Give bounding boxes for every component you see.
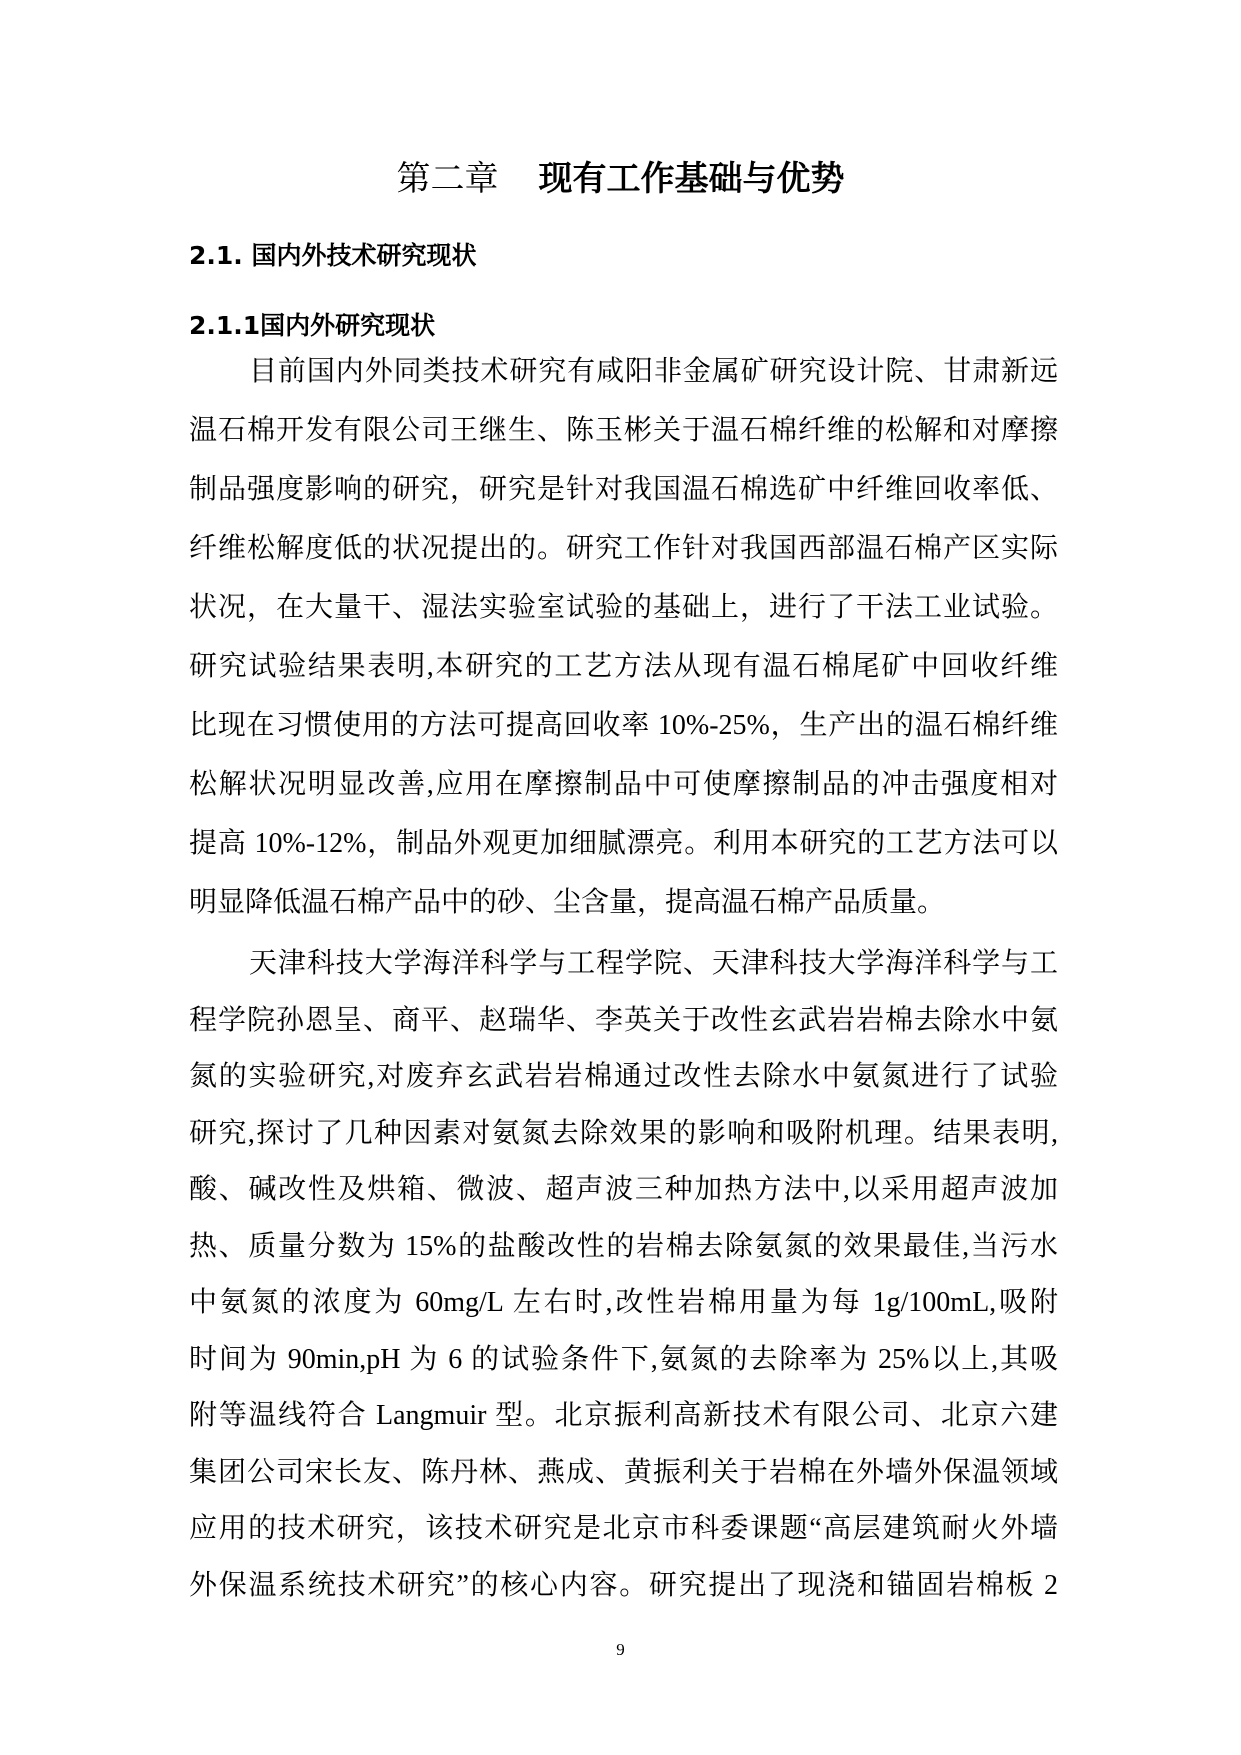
paragraph-line: 比现在习惯使用的方法可提高回收率 10%-25%，生产出的温石棉纤维 xyxy=(189,710,1058,741)
paragraph-line: 制品强度影响的研究，研究是针对我国温石棉选矿中纤维回收率低、 xyxy=(189,474,1058,505)
paragraph-1 xyxy=(189,342,1058,932)
paragraph-line: 纤维松解度低的状况提出的。研究工作针对我国西部温石棉产区实际 xyxy=(189,533,1058,564)
paragraph-line: 集团公司宋长友、陈丹林、燕成、黄振利关于岩棉在外墙外保温领域 xyxy=(189,1456,1058,1488)
paragraph-line: 提高 10%-12%，制品外观更加细腻漂亮。利用本研究的工艺方法可以 xyxy=(189,828,1058,859)
paragraph-line: 温石棉开发有限公司王继生、陈玉彬关于温石棉纤维的松解和对摩擦 xyxy=(189,415,1058,446)
paragraph-line: 中氨氮的浓度为 60mg/L 左右时,改性岩棉用量为每 1g/100mL,吸附 xyxy=(189,1287,1058,1318)
paragraph-line: 研究,探讨了几种因素对氨氮去除效果的影响和吸附机理。结果表明, xyxy=(189,1117,1058,1149)
chapter-title xyxy=(0,156,1241,202)
paragraph-line: 研究试验结果表明,本研究的工艺方法从现有温石棉尾矿中回收纤维 xyxy=(189,651,1058,682)
section-heading: 2.1. 国内外技术研究现状 xyxy=(189,241,477,270)
chapter-number: 第二章 xyxy=(396,161,499,198)
chapter-name: 现有工作基础与优势 xyxy=(538,159,845,199)
page-number: 9 xyxy=(616,1640,625,1659)
paragraph-line: 时间为 90min,pH 为 6 的试验条件下,氨氮的去除率为 25%以上,其吸 xyxy=(189,1343,1058,1375)
paragraph-line: 外保温系统技术研究”的核心内容。研究提出了现浇和锚固岩棉板 2 xyxy=(189,1569,1058,1601)
paragraph-line: 应用的技术研究，该技术研究是北京市科委课题“高层建筑耐火外墙 xyxy=(189,1513,1058,1544)
paragraph-line: 热、质量分数为 15%的盐酸改性的岩棉去除氨氮的效果最佳,当污水 xyxy=(189,1230,1058,1262)
paragraph-line: 天津科技大学海洋科学与工程学院、天津科技大学海洋科学与工 xyxy=(249,948,1058,979)
paragraph-2 xyxy=(189,936,1058,1614)
paragraph-line: 明显降低温石棉产品中的砂、尘含量，提高温石棉产品质量。 xyxy=(189,887,946,918)
paragraph-line: 酸、碱改性及烘箱、微波、超声波三种加热方法中,以采用超声波加 xyxy=(189,1174,1058,1205)
paragraph-line: 松解状况明显改善,应用在摩擦制品中可使摩擦制品的冲击强度相对 xyxy=(189,769,1058,800)
paragraph-line: 目前国内外同类技术研究有咸阳非金属矿研究设计院、甘肃新远 xyxy=(249,356,1058,387)
paragraph-line: 状况，在大量干、湿法实验室试验的基础上，进行了干法工业试验。 xyxy=(189,592,1058,623)
paragraph-line: 氮的实验研究,对废弃玄武岩岩棉通过改性去除水中氨氮进行了试验 xyxy=(189,1061,1058,1092)
paragraph-line: 程学院孙恩呈、商平、赵瑞华、李英关于改性玄武岩岩棉去除水中氨 xyxy=(189,1004,1058,1036)
subsection-heading: 2.1.1国内外研究现状 xyxy=(189,311,436,340)
paragraph-line: 附等温线符合 Langmuir 型。北京振利高新技术有限公司、北京六建 xyxy=(189,1400,1058,1431)
